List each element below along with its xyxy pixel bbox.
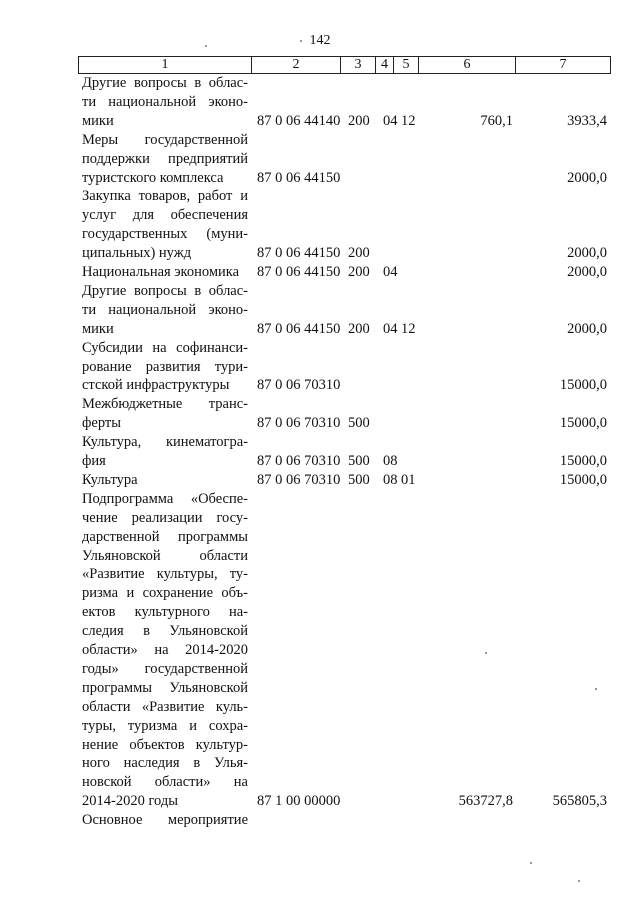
header-col-2: 2 [252,57,341,73]
row-9-name-line: нение объектов культур- [82,736,248,753]
row-9-name-line: области «Развитие куль- [82,698,248,715]
row-0-name-line: Другие вопросы в облас- [82,75,248,91]
row-7-amount-col7: 15000,0 [559,453,607,469]
row-7-section: 08 [383,453,398,469]
row-2-name-line: Закупка товаров, работ и [82,188,248,205]
row-0-expense-type: 200 [348,112,370,129]
header-col-1: 1 [79,57,252,73]
row-9-name-line: 2014-2020 годы [82,793,178,810]
row-9-target-code: 87 1 00 00000 [257,793,341,810]
header-col-5: 5 [394,57,419,73]
row-0-name-line: мики [82,112,114,129]
row-9-name-line: следия в Ульяновской [82,623,248,640]
row-4-subsection: 12 [401,320,416,337]
row-7-name-line: фия [82,453,106,469]
row-2-amount-col7: 2000,0 [567,245,607,262]
row-8-amount-col7: 15000,0 [559,471,607,488]
row-2-name-line: услуг для обеспечения [82,207,248,224]
row-9-name-line: программы Ульяновской [82,679,248,696]
header-col-6: 6 [419,57,516,73]
row-5-name-line: рование развития тури- [82,358,248,375]
row-2-name-line: ципальных) нужд [82,245,192,262]
row-4-amount-col7: 2000,0 [567,320,607,337]
row-9-name-line: чение реализации госу- [82,509,248,526]
row-2-target-code: 87 0 06 44150 [257,245,341,262]
row-0-section: 04 [383,112,398,129]
row-5-name-line: стской инфраструктуры [82,377,230,394]
row-9-name-line: ектов культурного на- [82,604,248,621]
row-9-name-line: ризма и сохранение объ- [82,585,248,602]
row-3-section: 04 [383,264,398,280]
row-8-section: 08 [383,471,398,488]
row-9-name-line: Подпрограмма «Обеспе- [82,490,248,507]
header-col-4: 4 [376,57,394,73]
row-9-name-line: новской области» на [82,774,248,791]
row-2-expense-type: 200 [348,245,370,262]
row-4-target-code: 87 0 06 44150 [257,320,341,337]
row-4-section: 04 [383,320,398,337]
row-0-name-line: ти национальной эконо- [82,93,248,110]
row-9-name-line: «Развитие культуры, ту- [82,566,248,583]
row-0-target-code: 87 0 06 44140 [257,112,341,129]
row-8-subsection: 01 [401,471,416,488]
row-4-name-line: ти национальной эконо- [82,301,248,318]
row-6-name-line: Межбюджетные транс- [82,396,248,413]
row-1-amount-col7: 2000,0 [567,169,607,186]
row-0-subsection: 12 [401,112,416,129]
row-10-name-line: Основное мероприятие [82,812,248,829]
row-3-name-line: Национальная экономика [82,264,240,280]
row-4-name-line: мики [82,320,114,337]
row-1-name-line: туристского комплекса [82,169,224,186]
row-4-name-line: Другие вопросы в облас- [82,282,248,299]
row-8-expense-type: 500 [348,471,370,488]
row-6-expense-type: 500 [348,415,370,432]
row-9-name-line: туры, туризма и сохра- [82,717,248,734]
row-1-name-line: Меры государственной [82,131,248,148]
page-number: 142 [309,33,331,48]
row-5-name-line: Субсидии на софинанси- [82,339,248,356]
row-0-amount-col6: 760,1 [480,112,513,129]
row-1-name-line: поддержки предприятий [82,150,248,167]
row-7-expense-type: 500 [348,453,370,469]
header-col-3: 3 [341,57,376,73]
row-0-amount-col7: 3933,4 [567,112,607,129]
row-7-target-code: 87 0 06 70310 [257,453,341,469]
row-9-name-line: области» на 2014-2020 [82,642,248,658]
row-1-target-code: 87 0 06 44150 [257,169,341,186]
row-6-target-code: 87 0 06 70310 [257,415,341,432]
row-7-name-line: Культура, кинематогра- [82,434,248,451]
row-3-expense-type: 200 [348,264,370,280]
row-4-expense-type: 200 [348,320,370,337]
row-9-name-line: ного наследия в Улья- [82,755,248,772]
row-9-name-line: годы» государственной [82,660,248,677]
header-col-7: 7 [516,57,611,73]
row-9-amount-col6: 563727,8 [458,793,513,810]
row-3-target-code: 87 0 06 44150 [257,264,341,280]
row-3-amount-col7: 2000,0 [567,264,607,280]
row-2-name-line: государственных (муни- [82,226,248,243]
row-6-amount-col7: 15000,0 [559,415,607,432]
row-8-target-code: 87 0 06 70310 [257,471,341,488]
row-5-amount-col7: 15000,0 [559,377,607,394]
row-9-amount-col7: 565805,3 [552,793,607,810]
row-9-name-line: дарственной программы [82,528,248,545]
table-header [78,56,611,74]
row-5-target-code: 87 0 06 70310 [257,377,341,394]
row-8-name-line: Культура [82,471,138,488]
row-6-name-line: ферты [82,415,121,432]
row-9-name-line: Ульяновской области [82,547,248,564]
